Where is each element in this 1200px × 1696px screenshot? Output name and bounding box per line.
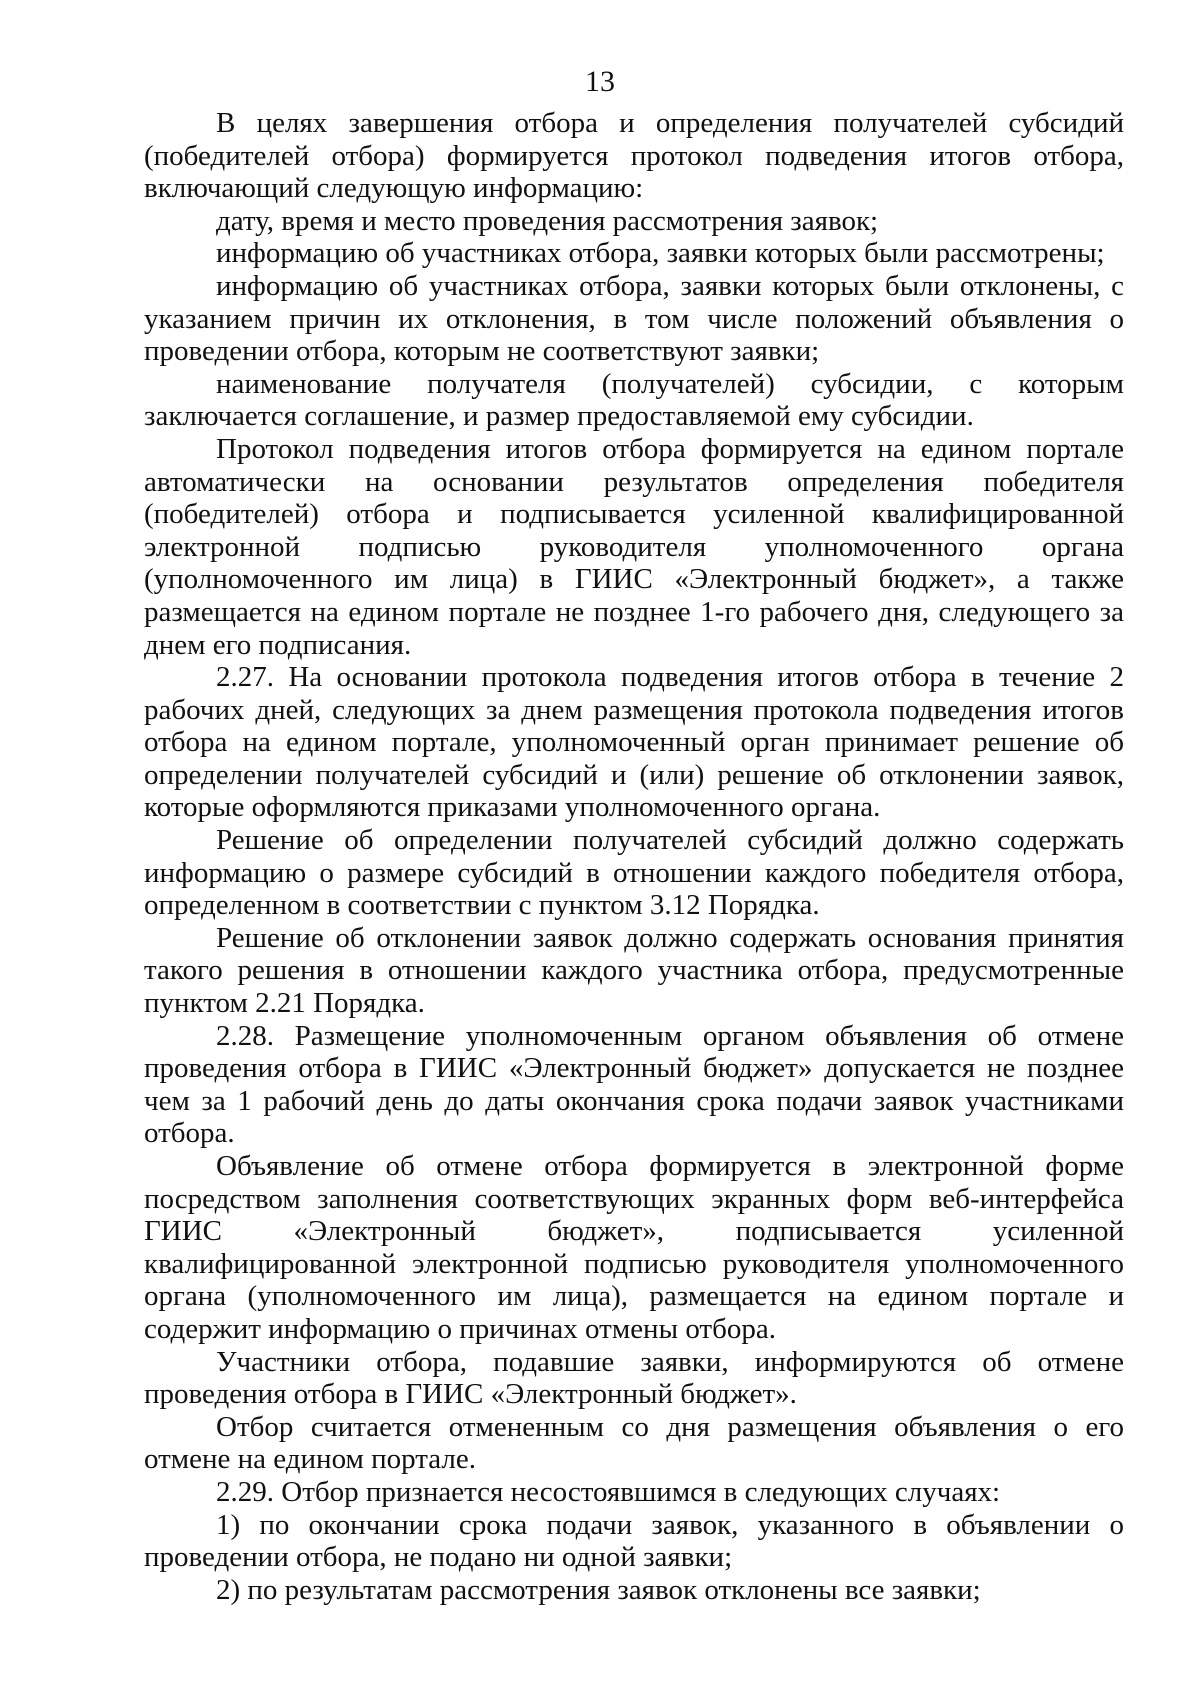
list-item-no-applications: 1) по окончании срока подачи заявок, указанного в объявлении о проведении отбора, не подано ни одной заявки; [144,1508,1124,1574]
paragraph-cancellation-notice: Объявление об отмене отбора формируется в электронной форме посредством заполнения соответствующих экранных форм веб-интерфейса ГИИС «Электронный бюджет», подписывается усиленной квалифицированной электронной подписью руководителя уполномоченного органа (уполномоченного им лица), размещается на едином портале и содержит информацию о причинах отмены отбора. [144,1150,1124,1345]
paragraph-2-27: 2.27. На основании протокола подведения итогов отбора в течение 2 рабочих дней, следующих за днем размещения протокола подведения итогов отбора на едином портале, уполномоченный орган принимает решение об определении получателей субсидий и (или) решение об отклонении заявок, которые оформляются приказами уполномоченного органа. [144,661,1124,824]
list-item-rejected-participants: информацию об участниках отбора, заявки которых были отклонены, с указанием причин их отклонения, в том числе положений объявления о проведении отбора, которым не соответствуют заявки; [144,269,1124,368]
paragraph-protocol-intro: В целях завершения отбора и определения получателей субсидий (победителей отбора) формируется протокол подведения итогов отбора, включающий следующую информацию: [144,107,1124,205]
paragraph-recipient-decision: Решение об определении получателей субсидий должно содержать информацию о размере субсидий в отношении каждого победителя отбора, определенном в соответствии с пунктом 3.12 Порядка. [144,824,1124,922]
paragraph-participants-informed: Участники отбора, подавшие заявки, информируются об отмене проведения отбора в ГИИС «Электронный бюджет». [144,1345,1124,1411]
paragraph-rejection-decision: Решение об отклонении заявок должно содержать основания принятия такого решения в отношении каждого участника отбора, предусмотренные пунктом 2.21 Порядка. [144,921,1124,1020]
paragraph-cancelled-date: Отбор считается отмененным со дня размещения объявления о его отмене на едином портале. [144,1410,1124,1476]
list-item-date-time-place: дату, время и место проведения рассмотрения заявок; [216,204,879,237]
paragraph-2-28: 2.28. Размещение уполномоченным органом объявления об отмене проведения отбора в ГИИС «Электронный бюджет» допускается не позднее чем за 1 рабочий день до даты окончания срока подачи заявок участниками отбора. [144,1019,1124,1150]
list-item-recipient-name: наименование получателя (получателей) субсидии, с которым заключается соглашение, и размер предоставляемой ему субсидии. [144,367,1124,433]
page-number: 13 [585,65,615,98]
document-body [144,107,1124,1606]
paragraph-protocol-formation: Протокол подведения итогов отбора формируется на едином портале автоматически на основании результатов определения победителя (победителей) отбора и подписывается усиленной квалифицированной электронной подписью руководителя уполномоченного органа (уполномоченного им лица) в ГИИС «Электронный бюджет», а также размещается на едином портале не позднее 1-го рабочего дня, следующего за днем его подписания. [144,432,1124,661]
list-item-reviewed-participants: информацию об участниках отбора, заявки которых были рассмотрены; [216,237,1105,270]
paragraph-2-29: 2.29. Отбор признается несостоявшимся в следующих случаях: [216,1475,1001,1508]
list-item-all-rejected: 2) по результатам рассмотрения заявок отклонены все заявки; [216,1573,981,1606]
